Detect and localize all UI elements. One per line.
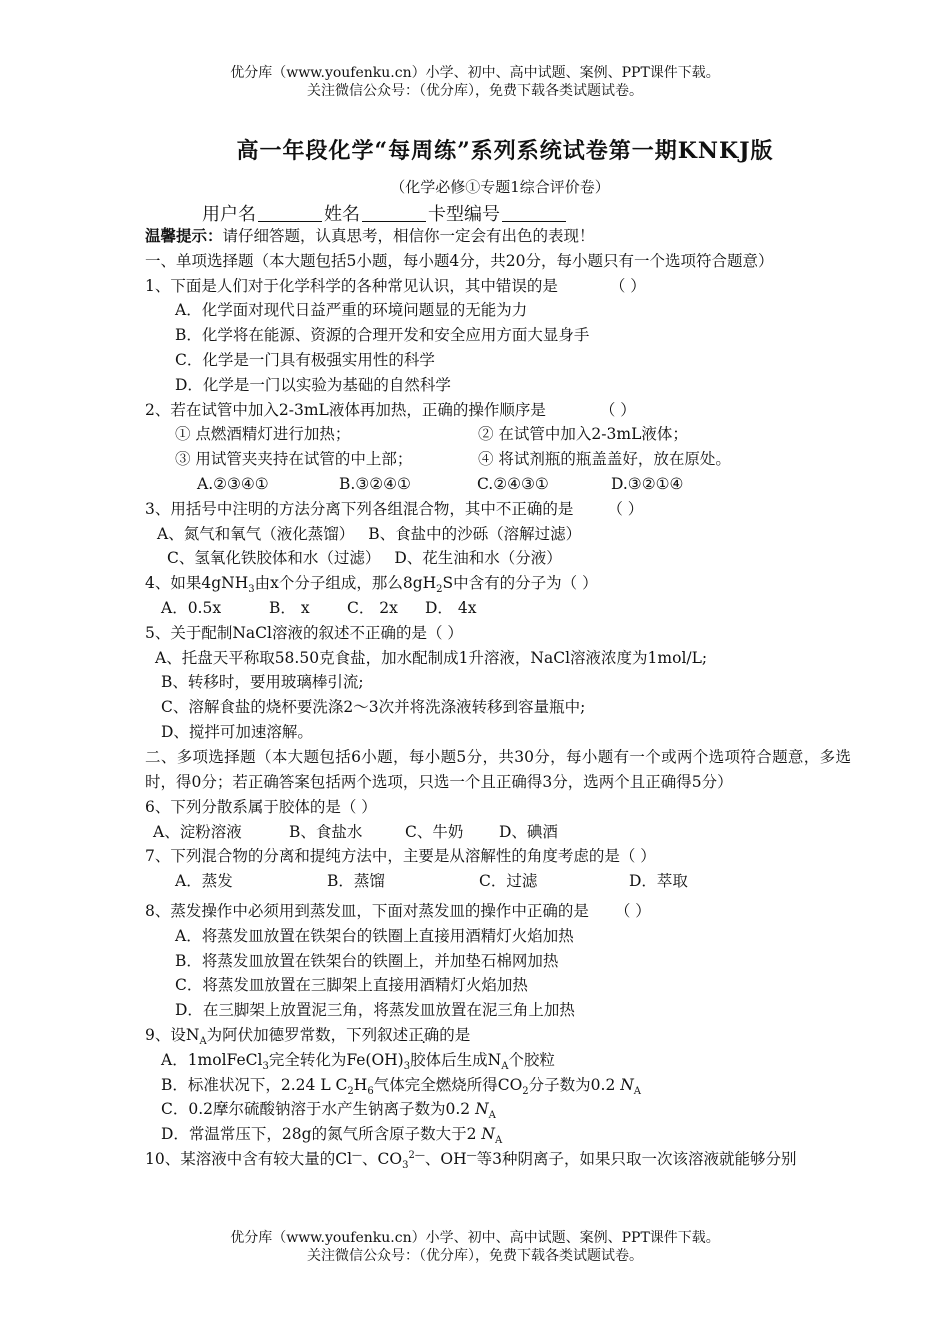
q3-option-c: C、氢氧化铁胶体和水（过滤） (167, 549, 381, 568)
q6-stem: 6、下列分散系属于胶体的是（ ） (145, 797, 377, 816)
page-title: 高一年段化学“每周练”系列系统试卷第一期KNKJ版 (236, 138, 774, 164)
q9b-part: 气体完全燃烧所得CO (373, 1075, 523, 1094)
q2-option-d: D.③②①④ (611, 474, 684, 493)
q1-option-b: B．化学将在能源、资源的合理开发和安全应用方面大显身手 (175, 326, 590, 345)
q10-part: 10、某溶液中含有较大量的Cl (145, 1149, 353, 1168)
page-subtitle: （化学必修①专题1综合评价卷） (390, 178, 610, 196)
q9a-part: 个胶粒 (508, 1050, 555, 1069)
q2-answer-paren: （ ） (599, 400, 636, 419)
q10-sub: 3 (402, 1159, 409, 1171)
q9-stem-part: 的是 (439, 1025, 471, 1044)
q1-stem (145, 274, 865, 299)
q4-stem-part: 4、如果4gNH (145, 574, 249, 593)
username-blank[interactable] (258, 205, 322, 222)
q2-steps-row-1 (145, 422, 865, 447)
card-label: 卡型编号 (428, 204, 500, 225)
q3-stem-text: 3、用括号中注明的方法分离下列各组混合物，其中不正确的是 (145, 499, 574, 518)
q1-option-d: D．化学是一门以实验为基础的自然科学 (175, 375, 451, 394)
q3-stem (145, 497, 865, 522)
q2-step-1: ① 点燃酒精灯进行加热； (175, 425, 351, 444)
q7-options (145, 869, 865, 894)
q4-options (145, 596, 865, 621)
q7-option-c: C．过滤 (479, 872, 538, 891)
q9-stem (145, 1023, 865, 1048)
q4-option-d: D． 4x (425, 598, 477, 617)
q7-stem: 7、下列混合物的分离和提纯方法中，主要是从溶解性的角度考虑的是（ ） (145, 847, 656, 866)
q9c-italic: N (475, 1100, 489, 1119)
q2-options (145, 472, 865, 497)
q4-stem-part: S中含有的分子为（ ） (442, 574, 598, 593)
q10-part: 、OH (424, 1149, 467, 1168)
q3-options-row-1 (145, 522, 865, 547)
q4-option-c: C． 2x (347, 598, 398, 617)
q9a-sub: A (501, 1060, 509, 1072)
q4-sub: 3 (248, 584, 255, 596)
q8-stem-text: 8、蒸发操作中必须用到蒸发皿，下面对蒸发皿的操作中正确的是 (145, 901, 589, 920)
q9c-sub: A (488, 1110, 496, 1122)
header-line-1: 优分库（www.youfenku.cn）小学、初中、高中试题、案例、PPT课件下载。 (230, 65, 720, 81)
q9-stem-part: 为阿伏加德罗常数，下列叙述 (206, 1025, 409, 1044)
q10-sup: — (466, 1149, 477, 1161)
q9-option-c (145, 1097, 865, 1122)
q1-answer-paren: （ ） (609, 276, 646, 295)
username-label: 用户名 (202, 204, 256, 225)
section-2-heading: 二、多项选择题（本大题包括6小题，每小题5分，共30分，每小题有一个或两个选项符合题意，多选时，得0分；若正确答案包括两个选项，只选一个且正确得3分，选两个且正确得5分） (145, 747, 851, 791)
q2-step-3: ③ 用试管夹夹持在试管的中上部； (175, 450, 413, 469)
q9b-part: B．标准状况下，2.24 L C (161, 1075, 348, 1094)
footer-line-1: 优分库（www.youfenku.cn）小学、初中、高中试题、案例、PPT课件下载。 (230, 1230, 720, 1246)
q4-option-b: B． x (269, 598, 310, 617)
q9-stem-part: 9、设N (145, 1025, 200, 1044)
q5-option-c: C、溶解食盐的烧杯要洗涤2～3次并将洗涤液转移到容量瓶中; (161, 698, 586, 717)
section-1-heading: 一、单项选择题（本大题包括5小题，每小题4分，共20分，每小题只有一个选项符合题意） (145, 251, 774, 270)
tip-line (145, 224, 865, 249)
q9b-italic: N (620, 1075, 634, 1094)
q2-step-4: ④ 将试剂瓶的瓶盖盖好，放在原处。 (478, 450, 731, 469)
q7-option-a: A．蒸发 (175, 872, 233, 891)
q9c-part: C．0.2摩尔硫酸钠溶于水产生钠离子数为0.2 (161, 1100, 476, 1119)
q9a-part: A．1molFeCl (161, 1050, 263, 1069)
q3-option-d: D、花生油和水（分液） (394, 549, 562, 568)
q9b-sub: 6 (367, 1085, 374, 1097)
q9b-part: 分子数为0.2 (528, 1075, 621, 1094)
q9-sub: A (199, 1036, 207, 1047)
tip-label: 温馨提示： (145, 226, 223, 245)
q7-option-d: D．萃取 (629, 872, 688, 891)
q3-options-row-2 (145, 546, 865, 571)
q6-option-a: A、淀粉溶液 (153, 822, 242, 841)
q9a-part: 完全转化为Fe(OH) (268, 1050, 404, 1069)
q8-option-c: C．将蒸发皿放置在三脚架上直接用酒精灯火焰加热 (175, 976, 528, 995)
exam-body (145, 224, 865, 1172)
q2-stem-text: 2、若在试管中加入2-3mL液体再加热，正确的操作顺序是 (145, 400, 546, 419)
q9-emphasis: 正确 (408, 1025, 440, 1044)
user-info-line (202, 200, 568, 226)
q4-stem-part: 由x个分子组成，那么8gH (254, 574, 437, 593)
q9d-part: D．常温常压下，28g的氮气所含原子数大于2 (161, 1125, 482, 1144)
q9d-italic: N (481, 1125, 495, 1144)
q10-sup: — (352, 1149, 363, 1161)
q3-answer-paren: （ ） (607, 499, 644, 518)
q8-answer-paren: （ ） (614, 901, 651, 920)
q9-option-a (145, 1048, 865, 1073)
q5-option-d: D、搅拌可加速溶解。 (161, 722, 313, 741)
header-line-2: 关注微信公众号：（优分库），免费下载各类试题试卷。 (307, 83, 643, 99)
q3-option-a: A、氮气和氧气（液化蒸馏） (157, 524, 355, 543)
q5-option-a: A、托盘天平称取58.50克食盐，加水配制成1升溶液，NaCl溶液浓度为1mol/L; (155, 648, 708, 667)
q8-option-b: B．将蒸发皿放置在铁架台的铁圈上，并加垫石棉网加热 (175, 951, 559, 970)
q5-stem: 5、关于配制NaCl溶液的叙述不正确的是（ ） (145, 623, 463, 642)
q10-sup: 2— (408, 1149, 425, 1161)
q9-option-d (145, 1122, 865, 1147)
q10-part: 、CO (362, 1149, 403, 1168)
q8-option-d: D．在三脚架上放置泥三角，将蒸发皿放置在泥三角上加热 (175, 1001, 575, 1020)
q6-option-d: D、碘酒 (499, 822, 558, 841)
footer-line-2: 关注微信公众号：（优分库），免费下载各类试题试卷。 (307, 1248, 643, 1264)
q2-option-c: C.②④③① (477, 474, 549, 493)
q2-step-2: ② 在试管中加入2-3mL液体； (478, 425, 688, 444)
page-header (0, 64, 950, 100)
q10-stem (145, 1147, 865, 1172)
q9a-sub: 3 (262, 1060, 269, 1072)
name-label: 姓名 (324, 204, 360, 225)
q3-option-b: B、食盐中的沙砾（溶解过滤） (368, 524, 582, 543)
q5-option-b: B、转移时，要用玻璃棒引流; (161, 673, 364, 692)
card-blank[interactable] (502, 205, 566, 222)
q1-stem-text: 1、下面是人们对于化学科学的各种常见认识，其中错误的是 (145, 276, 558, 295)
q2-steps-row-2 (145, 447, 865, 472)
q9a-part: 胶体后生成N (410, 1050, 502, 1069)
tip-text: 请仔细答题，认真思考，相信你一定会有出色的表现！ (222, 227, 595, 245)
q1-option-a: A．化学面对现代日益严重的环境问题显的无能为力 (175, 301, 528, 320)
q10-part: 等3种阴离子，如果只取一次该溶液就能够分别 (476, 1149, 797, 1168)
q9b-sub: 2 (347, 1085, 354, 1097)
q9b-part: H (353, 1075, 368, 1094)
q4-option-a: A．0.5x (161, 598, 222, 617)
q2-stem (145, 398, 865, 423)
q8-option-a: A．将蒸发皿放置在铁架台的铁圈上直接用酒精灯火焰加热 (175, 926, 574, 945)
q7-option-b: B．蒸馏 (327, 872, 385, 891)
name-blank[interactable] (362, 205, 426, 222)
q9d-sub: A (494, 1135, 503, 1147)
q4-sub: 2 (436, 584, 443, 596)
q2-option-b: B.③②④① (339, 474, 411, 493)
q6-option-c: C、牛奶 (405, 822, 464, 841)
page-footer (0, 1229, 950, 1265)
q9b-sub: A (633, 1085, 642, 1097)
q1-option-c: C．化学是一门具有极强实用性的科学 (175, 350, 435, 369)
q6-option-b: B、食盐水 (289, 822, 363, 841)
q8-stem (145, 899, 865, 924)
q9b-sub: 2 (522, 1085, 529, 1097)
q4-stem (145, 571, 865, 596)
q9-option-b (145, 1073, 865, 1098)
q2-option-a: A.②③④① (197, 474, 269, 493)
q6-options (145, 820, 865, 845)
q9a-sub: 3 (403, 1060, 411, 1072)
